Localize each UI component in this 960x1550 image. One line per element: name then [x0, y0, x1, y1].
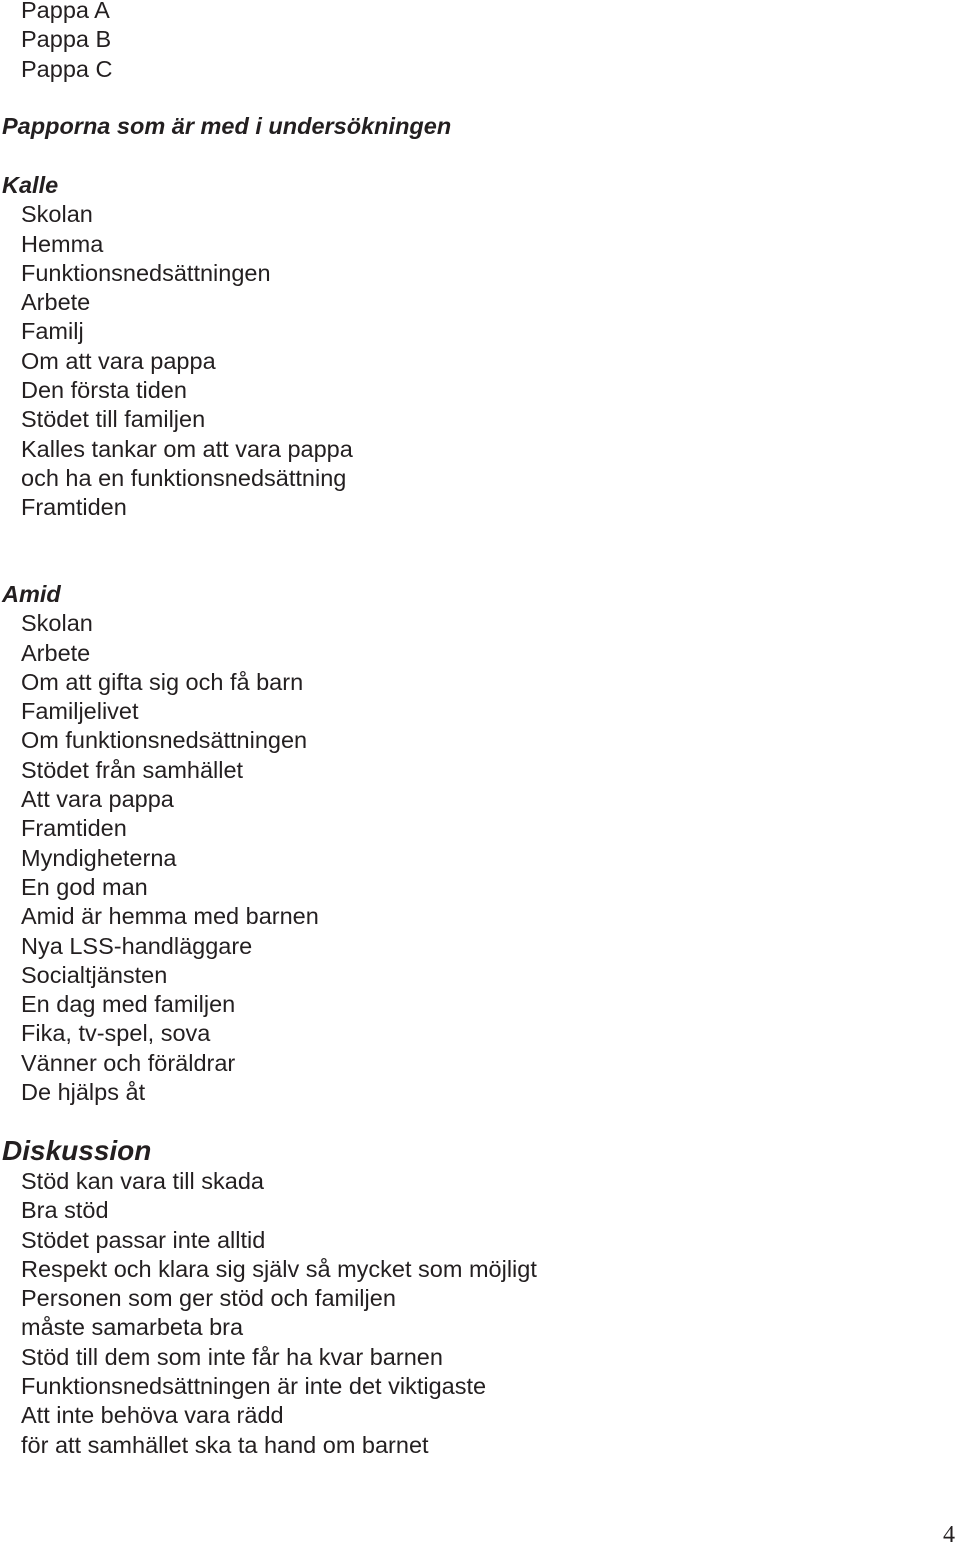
list-item: måste samarbeta bra: [21, 1314, 244, 1341]
list-item: Funktionsnedsättningen är inte det viktigaste: [21, 1373, 487, 1400]
discussion-list: [0, 1167, 960, 1460]
list-item: Stöd kan vara till skada: [21, 1168, 264, 1194]
list-item: Arbete: [21, 289, 91, 316]
amid-section: [0, 580, 960, 1107]
intro-section: [0, 0, 960, 84]
list-item: Myndigheterna: [21, 844, 177, 871]
discussion-section: [0, 1135, 960, 1460]
list-item: Att inte behöva vara rädd: [21, 1402, 284, 1429]
list-item: Om funktionsnedsättningen: [21, 727, 308, 754]
list-item: En god man: [21, 873, 148, 900]
list-item: Att vara pappa: [21, 786, 174, 813]
list-item: Pappa B: [21, 26, 112, 53]
list-item: Familj: [21, 318, 84, 345]
list-item: Framtiden: [21, 494, 127, 521]
intro-list: [0, 0, 960, 84]
list-item: Pappa A: [21, 0, 110, 23]
list-item: Kalles tankar om att vara pappa: [21, 435, 353, 462]
kalle-heading: Kalle: [2, 172, 59, 198]
list-item: Framtiden: [21, 815, 127, 842]
amid-list: [0, 609, 960, 1107]
list-item: Om att gifta sig och få barn: [21, 668, 304, 695]
amid-heading: Amid: [2, 581, 61, 607]
list-item: Funktionsnedsättningen: [21, 259, 271, 286]
list-item: Skolan: [21, 610, 93, 637]
list-item: Stödet passar inte alltid: [21, 1226, 266, 1253]
list-item: Stöd till dem som inte får ha kvar barnen: [21, 1343, 443, 1370]
list-item: Hemma: [21, 230, 104, 257]
kalle-section: [0, 171, 960, 523]
list-item: Personen som ger stöd och familjen: [21, 1285, 396, 1312]
list-item: Respekt och klara sig själv så mycket som möjligt: [21, 1255, 537, 1282]
participants-heading: Papporna som är med i undersökningen: [2, 113, 452, 139]
list-item: Stödet från samhället: [21, 756, 244, 783]
list-item: Arbete: [21, 639, 91, 666]
list-item: Nya LSS-handläggare: [21, 932, 253, 959]
list-item: Den första tiden: [21, 377, 187, 404]
list-item: Vänner och föräldrar: [21, 1049, 236, 1076]
kalle-list: [0, 200, 960, 522]
list-item: Socialtjänsten: [21, 961, 168, 988]
list-item: Om att vara pappa: [21, 347, 216, 374]
list-item: En dag med familjen: [21, 991, 236, 1018]
discussion-heading: Diskussion: [2, 1135, 152, 1166]
list-item: Amid är hemma med barnen: [21, 903, 319, 930]
page-number: 4: [943, 1522, 955, 1548]
list-item: Fika, tv-spel, sova: [21, 1020, 211, 1047]
list-item: Familjelivet: [21, 698, 139, 725]
list-item: Pappa C: [21, 55, 113, 82]
list-item: för att samhället ska ta hand om barnet: [21, 1431, 429, 1458]
list-item: Skolan: [21, 201, 93, 228]
list-item: och ha en funktionsnedsättning: [21, 464, 347, 491]
list-item: Stödet till familjen: [21, 406, 206, 433]
list-item: De hjälps åt: [21, 1079, 146, 1106]
list-item: Bra stöd: [21, 1197, 109, 1224]
participants-section: [0, 112, 960, 141]
